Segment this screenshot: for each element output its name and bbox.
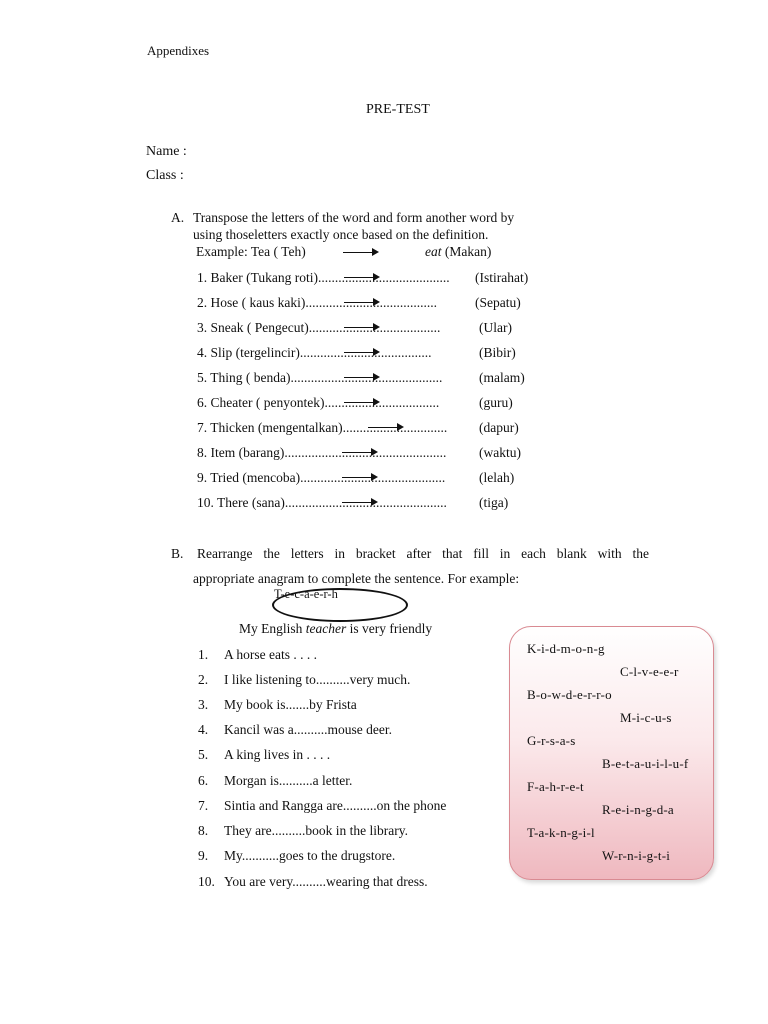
anagram-word: B-o-w-d-e-r-r-o — [527, 687, 612, 702]
list-item-number: 7. — [198, 798, 209, 813]
list-item-number: 6. — [198, 773, 209, 788]
anagram-word: C-l-v-e-e-r — [620, 664, 679, 679]
list-item-left: 1. Baker (Tukang roti)....................................... — [197, 270, 450, 285]
anagram-word: W-r-n-i-g-t-i — [602, 848, 671, 863]
class-field-label: Class : — [146, 168, 184, 183]
list-item — [198, 823, 408, 839]
page-title: PRE-TEST — [366, 102, 430, 117]
anagram-word: F-a-h-r-e-t — [527, 779, 584, 794]
example-sentence-before: My English — [239, 621, 306, 636]
section-b-instruction-line1: Rearrange the letters in bracket after that fill in each blank with the — [197, 546, 649, 561]
section-b-letter: B. — [171, 546, 184, 561]
example-answer-meaning: (Makan) — [441, 244, 492, 259]
anagram-word: K-i-d-m-o-n-g — [527, 641, 605, 656]
list-item-text: They are..........book in the library. — [224, 823, 408, 838]
list-item-number: 1. — [198, 647, 209, 662]
arrow-icon — [344, 277, 378, 278]
section-a-letter: A. — [171, 210, 185, 225]
list-item-definition: (Istirahat) — [475, 270, 529, 285]
name-field-label: Name : — [146, 144, 187, 159]
arrow-icon — [344, 327, 378, 328]
example-scrambled-word: T-e-c-a-e-r-h — [274, 587, 338, 601]
list-item-left: 5. Thing ( benda)............................................. — [197, 370, 443, 385]
list-item-text: A king lives in . . . . — [224, 747, 331, 762]
example-sentence-after: is very friendly — [346, 621, 433, 636]
list-item-definition: (malam) — [479, 370, 525, 385]
arrow-icon — [344, 302, 378, 303]
example-sentence-word: teacher — [305, 621, 347, 636]
list-item — [198, 722, 392, 738]
example-circle-annotation — [272, 588, 408, 622]
list-item-text: A horse eats . . . . — [224, 647, 317, 662]
list-item-definition: (dapur) — [479, 420, 519, 435]
list-item — [198, 747, 330, 763]
anagram-word-box — [509, 626, 714, 880]
list-item-left: 4. Slip (tergelincir)....................................... — [197, 345, 432, 360]
anagram-word: M-i-c-u-s — [620, 710, 672, 725]
list-item-definition: (tiga) — [479, 495, 509, 510]
list-item — [198, 773, 352, 789]
list-item-left: 8. Item (barang)................................................ — [197, 445, 447, 460]
section-a-example-left: Example: Tea ( Teh) — [196, 244, 306, 259]
example-sentence — [239, 621, 432, 637]
list-item-text: I like listening to..........very much. — [224, 672, 411, 687]
arrow-icon — [342, 502, 376, 503]
list-item-number: 5. — [198, 747, 209, 762]
arrow-icon — [342, 452, 376, 453]
example-arrow-icon — [343, 252, 377, 253]
list-item-text: My...........goes to the drugstore. — [224, 848, 396, 863]
arrow-icon — [344, 377, 378, 378]
list-item — [198, 647, 317, 663]
arrow-icon — [342, 477, 376, 478]
list-item-text: Sintia and Rangga are..........on the phone — [224, 798, 447, 813]
arrow-icon — [368, 427, 402, 428]
example-answer-word: eat — [425, 244, 442, 259]
list-item-number: 2. — [198, 672, 209, 687]
list-item-definition: (Ular) — [479, 320, 512, 335]
list-item-number: 9. — [198, 848, 209, 863]
list-item-definition: (Bibir) — [479, 345, 516, 360]
list-item-number: 10. — [198, 874, 215, 889]
list-item-definition: (guru) — [479, 395, 513, 410]
list-item-text: Morgan is..........a letter. — [224, 773, 353, 788]
list-item-left: 7. Thicken (mengentalkan)............................... — [197, 420, 448, 435]
list-item-definition: (Sepatu) — [475, 295, 521, 310]
section-a-instruction-line2: using thoseletters exactly once based on the definition. — [193, 227, 489, 242]
list-item — [198, 874, 428, 890]
list-item-definition: (waktu) — [479, 445, 521, 460]
arrow-icon — [344, 402, 378, 403]
list-item-left: 10. There (sana)................................................ — [197, 495, 447, 510]
section-a-instruction-line1: Transpose the letters of the word and form another word by — [193, 210, 515, 225]
arrow-icon — [344, 352, 378, 353]
section-a-example-answer — [425, 244, 491, 260]
anagram-word: R-e-i-n-g-d-a — [602, 802, 674, 817]
list-item-number: 4. — [198, 722, 209, 737]
list-item-left: 3. Sneak ( Pengecut)....................................... — [197, 320, 441, 335]
section-b-instruction-line2: appropriate anagram to complete the sentence. For example: — [193, 571, 520, 586]
list-item — [198, 798, 446, 814]
appendix-label: Appendixes — [147, 43, 210, 58]
list-item — [198, 697, 357, 713]
list-item — [198, 848, 395, 864]
list-item — [198, 672, 410, 688]
anagram-word: T-a-k-n-g-i-l — [527, 825, 595, 840]
anagram-word: B-e-t-a-u-i-l-u-f — [602, 756, 689, 771]
list-item-text: Kancil was a..........mouse deer. — [224, 722, 392, 737]
anagram-word: G-r-s-a-s — [527, 733, 576, 748]
list-item-left: 9. Tried (mencoba)........................................... — [197, 470, 446, 485]
list-item-left: 6. Cheater ( penyontek).................................. — [197, 395, 440, 410]
list-item-definition: (lelah) — [479, 470, 515, 485]
list-item-number: 8. — [198, 823, 209, 838]
list-item-text: My book is.......by Frista — [224, 697, 357, 712]
list-item-left: 2. Hose ( kaus kaki)....................................... — [197, 295, 437, 310]
list-item-text: You are very..........wearing that dress. — [224, 874, 428, 889]
list-item-number: 3. — [198, 697, 209, 712]
